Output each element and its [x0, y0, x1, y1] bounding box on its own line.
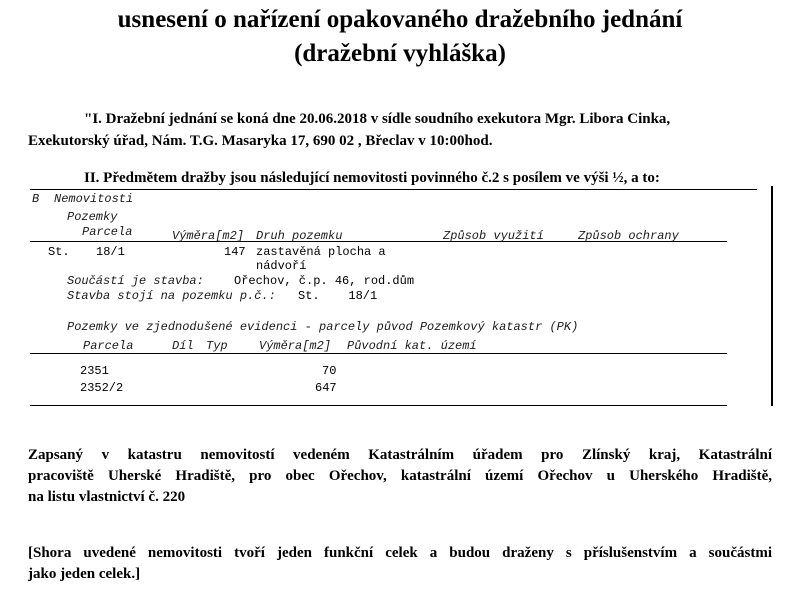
excerpt-right-rule: [771, 186, 773, 406]
stavba-value: St. 18/1: [298, 289, 378, 303]
col-header-ochrana: Způsob ochrany: [578, 229, 679, 243]
group-2-header-parcela: Parcela: [83, 339, 134, 353]
row-1-druh-line-1: zastavěná plocha a: [256, 245, 386, 259]
stavba-label: Stavba stojí na pozemku p.č.:: [67, 289, 276, 303]
row-1-parcela: 18/1: [96, 245, 125, 259]
group-2-row-1-vymera: 70: [322, 364, 337, 378]
excerpt-group-1-title: Pozemky: [67, 210, 118, 224]
section-1-line-2: Exekutorský úřad, Nám. T.G. Masaryka 17, 690 02 , Břeclav v 10:00hod.: [28, 133, 493, 149]
col-header-parcela: Parcela: [82, 225, 133, 239]
group-2-header-vymera: Výměra[m2]: [259, 339, 332, 353]
document-title: usnesení o nařízení opakovaného dražebního jednání: [117, 6, 683, 33]
registry-line-3: na listu vlastnictví č. 220: [28, 489, 186, 505]
group-2-header-typ: Typ: [206, 339, 228, 353]
excerpt-top-rule: [30, 189, 757, 190]
excerpt-section-label: B: [32, 192, 40, 206]
col-header-vymera: Výměra[m2]: [172, 229, 245, 243]
excerpt-bottom-rule: [30, 405, 727, 406]
col-header-druh: Druh pozemku: [256, 229, 343, 243]
soucasti-label: Součástí je stavba:: [67, 274, 204, 288]
document-subtitle: (dražební vyhláška): [294, 40, 506, 67]
row-1-druh-line-2: nádvoří: [256, 259, 307, 273]
group-2-row-2-vymera: 647: [315, 381, 337, 395]
row-1-prefix: St.: [48, 245, 70, 259]
excerpt-group-2-title: Pozemky ve zjednodušené evidenci - parcely původ Pozemkový katastr (PK): [67, 320, 579, 334]
section-1-line-1: "I. Dražební jednání se koná dne 20.06.2018 v sídle soudního exekutora Mgr. Libora Cinka,: [84, 111, 671, 127]
soucasti-value: Ořechov, č.p. 46, rod.dům: [234, 274, 415, 288]
row-1-vymera: 147: [224, 245, 246, 259]
registry-line-2: pracoviště Uherské Hradiště, pro obec Ořechov, katastrální území Ořechov u Uherského Hradiště,: [28, 468, 772, 484]
group-2-row-2-parcela: 2352/2: [80, 381, 124, 395]
section-2-line-1: II. Předmětem dražby jsou následující nemovitosti povinného č.2 s posílem ve výši ½, a to:: [84, 170, 660, 186]
excerpt-subheader-rule: [30, 353, 727, 354]
note-line-1: [Shora uvedené nemovitosti tvoří jeden funkční celek a budou draženy s příslušenstvím a součástmi: [28, 545, 772, 561]
registry-line-1: Zapsaný v katastru nemovitostí vedeném Katastrálním úřadem pro Zlínský kraj, Katastrální: [28, 447, 772, 463]
note-line-2: jako jeden celek.]: [28, 566, 141, 582]
group-2-row-1-parcela: 2351: [80, 364, 109, 378]
col-header-vyuziti: Způsob využití: [443, 229, 544, 243]
excerpt-section-title: Nemovitosti: [54, 192, 134, 206]
group-2-header-dil: Díl: [172, 339, 194, 353]
group-2-header-puvodni: Původní kat. území: [347, 339, 477, 353]
